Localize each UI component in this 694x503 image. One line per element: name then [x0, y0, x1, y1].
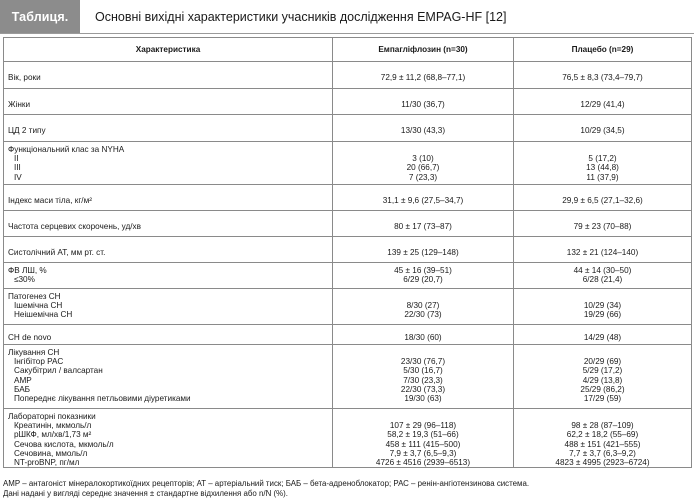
empagliflozin-cell-line: 7,9 ± 3,7 (6,5–9,3): [389, 448, 457, 458]
table-header: [0, 0, 694, 34]
table-row: [4, 345, 692, 409]
table-row: [4, 142, 692, 185]
characteristic-cell-line: Жінки: [8, 99, 31, 109]
characteristic-cell: [4, 185, 333, 211]
empagliflozin-cell: [333, 62, 514, 89]
placebo-cell-line: 29,9 ± 6,5 (27,1–32,6): [562, 195, 643, 205]
table-row: [4, 325, 692, 345]
empagliflozin-cell-line: 107 ± 29 (96–118): [389, 421, 457, 431]
placebo-cell-line: 5/29 (17,2): [582, 366, 623, 376]
placebo-cell-line: 25/29 (86,2): [580, 384, 625, 394]
characteristic-cell-line: ЦД 2 типу: [8, 126, 46, 136]
empagliflozin-cell-line: 45 ± 16 (39–51): [394, 266, 452, 275]
empagliflozin-cell-line: 7/30 (23,3): [403, 375, 443, 385]
empagliflozin-cell-line: [337, 292, 509, 301]
placebo-cell: [514, 345, 692, 409]
placebo-cell-line: 98 ± 28 (87–109): [571, 421, 634, 431]
placebo-cell: [514, 289, 692, 325]
empagliflozin-cell: [333, 142, 514, 185]
characteristic-cell-line: IV: [14, 172, 22, 182]
placebo-cell: [514, 325, 692, 345]
empagliflozin-cell-line: 58,2 ± 19,3 (51–66): [387, 430, 459, 440]
table-footnotes: [3, 479, 691, 499]
characteristic-cell: [4, 62, 333, 89]
characteristic-cell: [4, 237, 333, 263]
placebo-cell-line: 5 (17,2): [588, 154, 617, 164]
empagliflozin-cell-line: 19/30 (63): [404, 394, 442, 404]
placebo-cell-line: 4823 ± 4995 (2923–6724): [555, 458, 650, 468]
placebo-cell-line: [518, 292, 687, 301]
characteristic-cell: [4, 142, 333, 185]
characteristic-cell-line: АМР: [14, 375, 32, 385]
footnote-data-format: Дані надані у вигляді середнє значення ± стандартне відхилення або n/N (%).: [3, 489, 288, 498]
empagliflozin-cell: [333, 325, 514, 345]
characteristic-cell-line: II: [14, 154, 19, 164]
characteristic-cell-line: Вік, роки: [8, 73, 41, 83]
empagliflozin-cell-line: 4726 ± 4516 (2939–6513): [375, 458, 471, 468]
characteristic-cell-line: СН de novo: [8, 332, 52, 342]
characteristic-cell: [4, 89, 333, 115]
table-row: [4, 185, 692, 211]
placebo-cell-line: [518, 412, 687, 421]
column-header-characteristic: Характеристика: [4, 38, 333, 62]
footnote-abbreviations: АМР – антагоніст мінералокортикоїдних рецепторів; АТ – артеріальний тиск; БАБ – бета-адреноблокатор; РАС – ренін-ангіотензинова система.: [3, 479, 530, 488]
characteristic-cell-line: Креатинін, мкмоль/л: [14, 421, 92, 431]
characteristic-cell-line: Ішемічна СН: [14, 301, 63, 311]
empagliflozin-cell-line: 20 (66,7): [406, 163, 440, 173]
empagliflozin-cell-line: 3 (10): [412, 154, 434, 164]
table-row: [4, 211, 692, 237]
characteristic-cell-line: рШКФ, мл/хв/1,73 м²: [14, 430, 92, 440]
empagliflozin-cell: [333, 289, 514, 325]
characteristic-cell: [4, 115, 333, 142]
table-row: [4, 89, 692, 115]
table-row: [4, 289, 692, 325]
empagliflozin-cell-line: 11/30 (36,7): [401, 99, 445, 109]
table-row: [4, 237, 692, 263]
empagliflozin-cell-line: 5/30 (16,7): [403, 366, 443, 376]
placebo-cell-line: 11 (37,9): [586, 172, 619, 182]
empagliflozin-cell: [333, 115, 514, 142]
characteristic-cell: [4, 263, 333, 289]
table-row: [4, 409, 692, 468]
characteristic-cell-line: БАБ: [14, 384, 31, 394]
placebo-cell-line: 10/29 (34,5): [580, 126, 625, 136]
placebo-cell: [514, 142, 692, 185]
empagliflozin-cell-line: [337, 348, 509, 357]
characteristic-cell: [4, 325, 333, 345]
characteristic-cell-line: Лабораторні показники: [8, 412, 96, 421]
empagliflozin-cell-line: [337, 412, 509, 421]
empagliflozin-cell: [333, 263, 514, 289]
placebo-cell-line: 19/29 (66): [583, 310, 622, 320]
empagliflozin-cell-line: 22/30 (73,3): [400, 384, 446, 394]
empagliflozin-cell-line: 458 ± 111 (415–500): [385, 439, 461, 449]
empagliflozin-cell: [333, 345, 514, 409]
placebo-cell: [514, 237, 692, 263]
placebo-cell: [514, 409, 692, 468]
empagliflozin-cell-line: 80 ± 17 (73–87): [394, 221, 452, 231]
table-body: [4, 62, 692, 468]
empagliflozin-cell-line: [337, 145, 509, 154]
placebo-cell-line: 132 ± 21 (124–140): [566, 247, 639, 257]
placebo-cell-line: [518, 348, 687, 357]
characteristic-cell-line: Частота серцевих скорочень, уд/хв: [8, 221, 141, 231]
table-title: Основні вихідні характеристики учасників дослідження EMPAG-HF [12]: [95, 9, 507, 24]
placebo-cell-line: 76,5 ± 8,3 (73,4–79,7): [562, 73, 643, 83]
table-row: [4, 115, 692, 142]
characteristic-cell: [4, 345, 333, 409]
characteristic-cell-line: Систолічний АТ, мм рт. ст.: [8, 247, 106, 257]
characteristic-cell-line: Патогенез СН: [8, 292, 61, 301]
placebo-cell-line: 7,7 ± 3,7 (6,3–9,2): [569, 448, 636, 458]
placebo-cell: [514, 115, 692, 142]
characteristic-cell-line: Сечовина, ммоль/л: [14, 448, 88, 458]
characteristic-cell: [4, 211, 333, 237]
empagliflozin-cell-line: 72,9 ± 11,2 (68,8–77,1): [380, 73, 466, 83]
table-header-row: [4, 38, 692, 62]
placebo-cell-line: 4/29 (13,8): [582, 375, 623, 385]
characteristic-cell-line: Лікування СН: [8, 348, 60, 357]
characteristic-cell-line: Попереднє лікування петльовими діуретиками: [14, 394, 191, 404]
placebo-cell: [514, 89, 692, 115]
empagliflozin-cell-line: 18/30 (60): [404, 332, 442, 342]
characteristic-cell-line: ФВ ЛШ, %: [8, 266, 47, 275]
placebo-cell: [514, 62, 692, 89]
empagliflozin-cell-line: 22/30 (73): [404, 310, 442, 320]
empagliflozin-cell-line: 7 (23,3): [408, 172, 438, 182]
empagliflozin-cell-line: 23/30 (76,7): [400, 357, 446, 367]
empagliflozin-cell-line: 6/29 (20,7): [403, 275, 443, 285]
characteristic-cell-line: Функціональний клас за NYHA: [8, 145, 125, 154]
empagliflozin-cell-line: 8/30 (27): [406, 301, 440, 311]
characteristic-cell-line: Інгібітор РАС: [14, 357, 64, 367]
placebo-cell-line: 12/29 (41,4): [580, 99, 625, 109]
characteristic-cell-line: Сакубітрил / валсартан: [14, 366, 103, 376]
empagliflozin-cell: [333, 211, 514, 237]
placebo-cell-line: 79 ± 23 (70–88): [573, 221, 632, 231]
placebo-cell-line: 20/29 (69): [583, 357, 622, 367]
characteristic-cell-line: Сечова кислота, мкмоль/л: [14, 439, 114, 449]
placebo-cell-line: 488 ± 151 (421–555): [564, 439, 641, 449]
table-badge: Таблиця.: [0, 0, 80, 33]
empagliflozin-cell-line: 31,1 ± 9,6 (27,5–34,7): [382, 195, 464, 205]
placebo-cell: [514, 185, 692, 211]
placebo-cell-line: [518, 145, 687, 154]
empagliflozin-cell-line: 139 ± 25 (129–148): [387, 247, 459, 257]
placebo-cell-line: 13 (44,8): [586, 163, 619, 173]
column-header-empagliflozin: Емпагліфлозин (n=30): [333, 38, 514, 62]
characteristic-cell-line: Індекс маси тіла, кг/м²: [8, 195, 92, 205]
placebo-cell-line: 62,2 ± 18,2 (55–69): [566, 430, 639, 440]
table-row: [4, 263, 692, 289]
characteristic-cell-line: III: [14, 163, 21, 173]
characteristics-table-container: [3, 37, 691, 468]
characteristic-cell: [4, 409, 333, 468]
empagliflozin-cell: [333, 185, 514, 211]
characteristic-cell-line: NT-proBNP, пг/мл: [14, 458, 80, 468]
placebo-cell-line: 14/29 (48): [583, 332, 622, 342]
table-row: [4, 62, 692, 89]
characteristic-cell: [4, 289, 333, 325]
placebo-cell-line: 44 ± 14 (30–50): [573, 266, 632, 275]
characteristics-table: [3, 37, 692, 468]
header-divider: [0, 33, 694, 34]
empagliflozin-cell-line: 13/30 (43,3): [400, 126, 446, 136]
placebo-cell-line: 6/28 (21,4): [582, 275, 623, 285]
placebo-cell: [514, 263, 692, 289]
empagliflozin-cell: [333, 237, 514, 263]
column-header-placebo: Плацебо (n=29): [514, 38, 692, 62]
placebo-cell: [514, 211, 692, 237]
empagliflozin-cell: [333, 409, 514, 468]
placebo-cell-line: 17/29 (59): [583, 394, 622, 404]
characteristic-cell-line: Неішемічна СН: [14, 310, 73, 320]
placebo-cell-line: 10/29 (34): [583, 301, 622, 311]
empagliflozin-cell: [333, 89, 514, 115]
characteristic-cell-line: ≤30%: [14, 275, 35, 285]
